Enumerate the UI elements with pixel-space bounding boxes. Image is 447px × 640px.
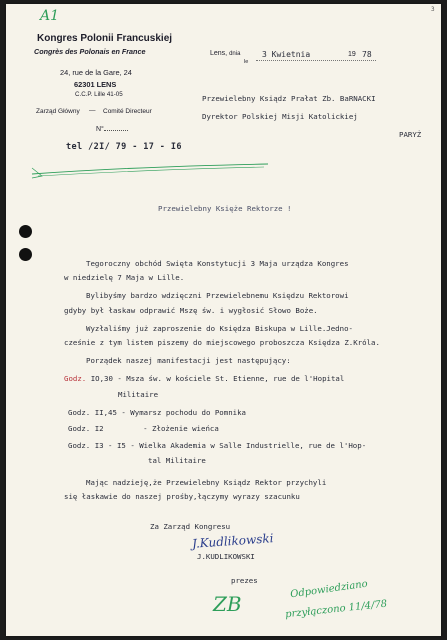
date-le-label: le <box>244 59 249 65</box>
date-day-month: 3 Kwietnia <box>262 50 311 59</box>
number-field <box>96 126 128 133</box>
schedule-label: Godz. <box>68 424 91 433</box>
salutation: Przewielebny Księże Rektorze ! <box>158 204 292 213</box>
recipient-line-1: Przewielebny Ksiądz Prałat Zb. BaRNACKI <box>202 94 376 103</box>
recipient-line-2: Dyrektor Polskiej Misji Katolickiej <box>202 112 358 121</box>
date-year-prefix: 19 <box>348 51 356 58</box>
closing-for-board: Za Zarząd Kongresu <box>150 522 231 531</box>
body-p1-line2: w niedzielę 7 Maja w Lille. <box>64 273 185 282</box>
signer-title: prezes <box>231 576 258 585</box>
org-city: 62301 LENS <box>74 80 117 89</box>
date-dotted-rule <box>256 60 376 61</box>
top-handwritten-mark: A1 <box>40 8 60 24</box>
schedule-label: Godz. <box>64 374 87 383</box>
date-place: Lens, <box>210 50 228 57</box>
schedule-desc: - Wielka Akademia w Salle Industrielle, rue de l'Hop- <box>130 441 367 450</box>
body-p3-line2: cześnie z tym listem piszemy do miejscowego proboszcza Księdza Z.Króla. <box>64 338 380 347</box>
schedule-row-4 <box>68 441 366 450</box>
binder-hole-bottom <box>19 248 32 261</box>
schedule-desc: - Wymarsz pochodu do Pomnika <box>121 408 246 417</box>
schedule-row-1-cont: Militaire <box>118 390 159 399</box>
date-year-suffix: 78 <box>362 50 372 59</box>
schedule-label: Godz. <box>68 441 91 450</box>
body-p3-line1: Wyzłaliśmy już zaproszenie do Księdza Biskupa w Lille.Jedno- <box>86 324 353 333</box>
binder-hole-top <box>19 225 32 238</box>
reference-number: tel /2I/ 79 - 17 - I6 <box>66 142 182 152</box>
schedule-time: II,45 <box>94 408 117 417</box>
bottom-initials: ZB <box>213 592 242 616</box>
closing-line-1: Mając nadzieję,że Przewielebny Ksiądz Rektor przychyli <box>86 478 327 487</box>
schedule-label: Godz. <box>68 408 91 417</box>
schedule-desc: - Msza św. w kościele St. Etienne, rue de l'Hopital <box>117 374 345 383</box>
org-ccp: C.C.P. Lille 41-05 <box>75 91 123 98</box>
letter-page <box>6 4 441 636</box>
body-p2-line2: gdyby był łaskaw odprawić Mszę św. i wygłosić Słowo Boże. <box>64 306 318 315</box>
body-p4: Porządek naszej manifestacji jest następujący: <box>86 356 291 365</box>
schedule-row-2 <box>68 408 246 417</box>
signer-name: J.KUDLIKOWSKI <box>197 552 255 561</box>
bottom-note-line-1: Odpowiedziano <box>289 578 369 601</box>
number-dots <box>104 130 128 131</box>
bottom-note-line-2: przyłączono 11/4/78 <box>284 598 388 621</box>
schedule-desc: - Złożenie wieńca <box>143 424 219 433</box>
green-underline-stroke <box>28 154 273 182</box>
date-line <box>210 50 240 57</box>
body-p1-line1: Tegoroczny obchód Swięta Konstytucji 3 Maja urządza Kongres <box>86 259 349 268</box>
board-right-label: Comité Directeur <box>103 108 152 115</box>
corner-page-number: 3 <box>431 6 435 13</box>
schedule-row-1 <box>64 374 344 383</box>
date-dnia-label: dnia <box>229 51 241 57</box>
schedule-time: I2 <box>94 424 104 433</box>
number-label: N° <box>96 126 104 133</box>
org-name-polish: Kongres Polonii Francuskiej <box>37 33 173 44</box>
org-name-french: Congrès des Polonais en France <box>34 47 146 56</box>
closing-line-2: się łaskawie do naszej prośby,łączymy wyrazy szacunku <box>64 492 300 501</box>
body-p2-line1: Bylibyśmy bardzo wdzięczni Przewielebnemu Księdzu Rektorowi <box>86 291 349 300</box>
schedule-row-4-cont: tal Militaire <box>148 456 206 465</box>
board-separator: — <box>89 107 96 114</box>
board-left-label: Zarząd Główny <box>36 108 80 115</box>
schedule-time: I3 - I5 <box>94 441 126 450</box>
org-street: 24, rue de la Gare, 24 <box>60 68 132 77</box>
schedule-time: IO,30 <box>90 374 113 383</box>
handwritten-signature: J.Kudlikowski <box>191 531 274 551</box>
schedule-row-3 <box>68 424 219 433</box>
recipient-city: PARYŻ <box>399 130 422 139</box>
